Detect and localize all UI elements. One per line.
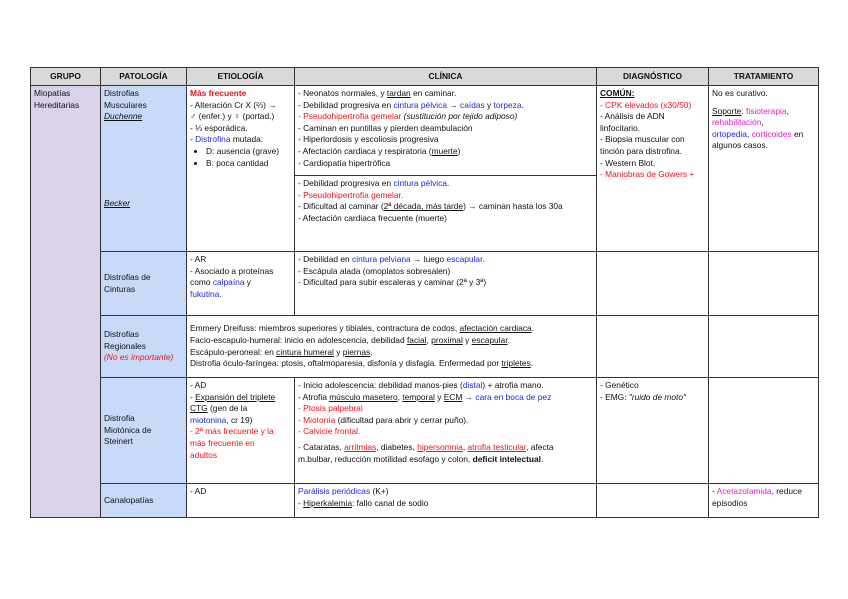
clin-text: deficit intelectual: [472, 453, 541, 464]
header-diagnostico: DIAGNÓSTICO: [597, 68, 709, 86]
pat-canalopatias: [101, 484, 187, 518]
diag-distrofias: [597, 86, 709, 252]
clin-text: →: [446, 99, 461, 110]
clin-text: músculo masetero: [329, 391, 398, 402]
clin-text: y: [484, 99, 494, 110]
diag-comun: COMÚN:: [600, 88, 635, 98]
trat-text: -: [712, 486, 717, 496]
etio-text: adultos: [190, 449, 218, 460]
clin-text: - Ptosis palpebral: [298, 403, 363, 414]
diag-text: - Biopsia muscular con: [600, 134, 685, 145]
etio-text: y: [244, 277, 251, 288]
clin-text: .: [521, 99, 524, 110]
trat-text: episodios: [712, 497, 748, 508]
diag-canalopatias: [597, 484, 709, 518]
trat-distrofias: [709, 86, 819, 252]
clin-text: - Dificultad para subir escaleras y caminar (2ª y 3ª): [298, 277, 487, 288]
clin-text: y: [434, 391, 444, 402]
grupo-line-1: Miopatías: [34, 88, 71, 98]
etio-text: -: [190, 134, 196, 145]
list-item: • D: ausencia (grave): [206, 146, 291, 158]
etio-text: - AD: [190, 380, 207, 390]
reg-text: .: [531, 323, 534, 334]
etio-text: - Alteración Cr X (⅔) →: [190, 99, 277, 110]
reg-text: .: [507, 334, 510, 345]
clin-text: : fallo canal de sodio: [352, 497, 429, 508]
regionales-content: [187, 316, 597, 378]
clin-text: (K+): [370, 486, 389, 496]
trat-regionales: [709, 316, 819, 378]
clin-text: (sustitución por tejido adiposo): [401, 111, 518, 122]
reg-text: Distrofia óculo-faríngea: ptosis, oftalmoparesia, disfonía y disfagia. Enfermedad por: [190, 358, 502, 369]
clin-text: ,: [462, 441, 468, 452]
etio-text: calpaína: [212, 277, 245, 288]
etio-text: Más frecuente: [190, 88, 247, 98]
reg-text: Emmery Dreifuss: miembros superiores y tibiales, contractura de codos,: [190, 323, 460, 334]
header-patologia: PATOLOGÍA: [101, 68, 187, 86]
clin-text: ,: [397, 391, 403, 402]
trat-text: :: [741, 105, 746, 116]
etio-bullets: [190, 146, 291, 169]
pat-text: Regionales: [104, 340, 146, 351]
clin-text: - Cataratas,: [298, 441, 345, 452]
etio-text: CTG: [190, 403, 208, 414]
reg-text: piernas: [342, 346, 371, 357]
pat-text: Cinturas: [104, 283, 136, 294]
etio-text: - 2ª más frecuente y la: [190, 426, 274, 437]
clin-text: (dificultad para abrir y cerrar puño).: [335, 414, 469, 425]
etio-text: más frecuente en: [190, 437, 255, 448]
diag-text: tinción para distrofina.: [600, 145, 682, 156]
diag-text: - CPK elevados (x30/50): [600, 99, 692, 110]
clin-text: - Cardiopatía hipertrófica: [298, 157, 391, 168]
pat-distrofias-regionales: [101, 316, 187, 378]
etio-text: Expansión del triplete: [195, 391, 276, 402]
pat-text: Distrofias: [104, 329, 139, 340]
reg-text: Facio-escapulo-humeral: inicio en adolescencia, debilidad: [190, 334, 407, 345]
reg-text: afectación cardiaca: [459, 323, 532, 334]
clin-text: temporal: [402, 391, 435, 402]
clin-text: torpeza: [493, 99, 522, 110]
etio-text: , cr 19): [226, 414, 253, 425]
clin-duchenne: [295, 86, 597, 252]
etio-duchenne: [187, 86, 295, 252]
trat-cinturas: [709, 252, 819, 316]
clin-canalopatias: [295, 484, 597, 518]
etio-text: ♂ (enfer.) y ♀ (portad.): [190, 111, 275, 122]
pat-text: Miotónica de: [104, 424, 152, 435]
clin-text: muerte: [431, 145, 458, 156]
miopatias-table: [30, 67, 819, 518]
trat-text: corticoides: [751, 128, 792, 139]
diag-text: - Análisis de ADN: [600, 111, 665, 122]
clin-text: - Afectación cardiaca y respiratoria (: [298, 145, 432, 156]
clin-text: - Escápula alada (omoplatos sobresalen): [298, 265, 451, 276]
etio-text: - ⅓ esporádica.: [190, 122, 248, 133]
clin-text: cintura pelviana: [352, 254, 411, 264]
clin-text: -: [298, 497, 304, 508]
diag-regionales: [597, 316, 709, 378]
diag-cinturas: [597, 252, 709, 316]
clin-text: atrofia testicular: [467, 441, 527, 452]
reg-text: .: [370, 346, 373, 357]
clin-text: tardan: [386, 88, 411, 98]
pat-text: Musculares: [104, 99, 147, 110]
clin-text: - Atrofia: [298, 391, 330, 402]
clin-becker: [295, 175, 596, 224]
trat-canalopatias: [709, 484, 819, 518]
pat-text: Canalopatías: [104, 494, 154, 505]
clin-text: - Inicio adolescencia: debilidad manos-pies (: [298, 380, 463, 390]
trat-text: , reduce: [771, 486, 802, 496]
reg-text: tripletes: [501, 358, 531, 369]
clin-text: en caminar.: [410, 88, 457, 98]
grupo-cell: [31, 86, 101, 518]
trat-text: en: [791, 128, 804, 139]
trat-steinert: [709, 378, 819, 484]
trat-text: algunos casos.: [712, 140, 768, 151]
clin-text: - Caminan en puntillas y pierden deambulación: [298, 122, 473, 133]
pat-distrofias-cinturas: [101, 252, 187, 316]
row-distrofias-regionales: [31, 316, 819, 378]
pat-note: (No es importante): [104, 352, 174, 363]
clin-text: .: [446, 178, 450, 189]
trat-text: No es curativo.: [712, 88, 768, 98]
pat-text: Steinert: [104, 436, 133, 447]
reg-text: Escápulo-peroneal: en: [190, 346, 277, 357]
clin-text: Parálisis periódicas: [298, 486, 371, 496]
clin-text: - Miotonía: [298, 414, 336, 425]
reg-text: proximal: [431, 334, 463, 345]
clin-text: - Debilidad progresiva en: [298, 178, 394, 189]
clin-text: .: [541, 453, 544, 464]
pat-text: Distrofias: [104, 88, 139, 98]
trat-text: ortopedia: [712, 128, 747, 139]
clin-text: ): [457, 145, 461, 156]
header-etiologia: ETIOLOGÍA: [187, 68, 295, 86]
trat-text: ,: [786, 105, 789, 116]
reg-text: .: [530, 358, 534, 369]
trat-text: Acetazolamida: [716, 486, 772, 496]
clin-text: - Dificultad al caminar (: [298, 201, 384, 212]
clin-text: - Pseudohipertrofia gemelar: [298, 111, 402, 122]
clin-text: , afecta: [526, 441, 554, 452]
diag-text: - EMG:: [600, 391, 629, 402]
clin-text: caídas: [460, 99, 485, 110]
clin-text: Hiperkalemia: [303, 497, 352, 508]
diag-text: - Genético: [600, 380, 639, 390]
clin-text: escapular: [446, 254, 483, 264]
pat-duchenne: Duchenne: [104, 111, 143, 122]
etio-canalopatias: [187, 484, 295, 518]
list-item: • B: poca cantidad: [206, 158, 291, 170]
clin-text: distal: [462, 380, 483, 390]
pat-becker: Becker: [104, 197, 131, 208]
reg-text: escapular: [471, 334, 508, 345]
etio-text: .: [219, 288, 222, 299]
clin-text: hipersomnia: [417, 441, 463, 452]
clin-text: ECM: [443, 391, 463, 402]
pat-text: Distrofia: [104, 413, 135, 424]
grupo-line-2: Hereditarias: [34, 99, 80, 110]
pat-distrofias-musculares: [101, 86, 187, 252]
etio-text: - AR: [190, 254, 207, 264]
etio-cinturas: [187, 252, 295, 316]
reg-text: y: [462, 334, 472, 345]
etio-text: como: [190, 277, 213, 288]
clin-cinturas: [295, 252, 597, 316]
etio-text: (gen de la: [207, 403, 248, 414]
trat-text: Soporte: [712, 105, 742, 116]
etio-text: mutada:: [230, 134, 264, 145]
etio-text: -: [190, 391, 196, 402]
diag-text: "ruido de moto": [628, 391, 687, 402]
clin-text: 2ª década, más tarde: [383, 201, 464, 212]
diag-text: - Maniobras de Gowers +: [600, 169, 695, 180]
etio-distrofina: Distrofina: [195, 134, 231, 145]
header-clinica: CLÍNICA: [295, 68, 597, 86]
row-distrofias-cinturas: [31, 252, 819, 316]
diag-steinert: [597, 378, 709, 484]
clin-text: , diabetes,: [376, 441, 418, 452]
clin-text: m.bulbar, reducción motilidad esofago y colon,: [298, 453, 473, 464]
clin-text: cintura pélvica: [393, 99, 447, 110]
reg-text: y: [333, 346, 343, 357]
clin-text: cara en boca de pez: [475, 391, 552, 402]
reg-text: cintura humeral: [276, 346, 334, 357]
clin-text: →: [462, 391, 476, 402]
etio-text: - Asociado a proteínas: [190, 265, 274, 276]
clin-text: - Afectación cardiaca frecuente (muerte): [298, 212, 447, 223]
clin-text: .: [482, 254, 485, 264]
etio-text: miotonina: [190, 414, 227, 425]
row-distrofias-musculares: [31, 86, 819, 252]
clin-text: arritmias: [344, 441, 377, 452]
trat-text: rehabilitación: [712, 117, 762, 128]
clin-text: ) → caminan hasta los 30a: [463, 201, 563, 212]
clin-text: → luego: [410, 254, 447, 264]
clin-steinert: [295, 378, 597, 484]
trat-text: fisioterapia: [746, 105, 787, 116]
clin-text: cintura pélvica: [393, 178, 447, 189]
etio-text: fukutina: [190, 288, 220, 299]
pat-text: Distrofias de: [104, 271, 151, 282]
clin-text: - Debilidad en: [298, 254, 353, 264]
clin-text: - Pseudohipertrofia gemelar.: [298, 189, 404, 200]
clin-text: ) + atrofia mano.: [482, 380, 544, 390]
header-row: [31, 68, 819, 86]
header-tratamiento: TRATAMIENTO: [709, 68, 819, 86]
trat-text: ,: [746, 128, 752, 139]
etio-text: - AD: [190, 486, 207, 496]
reg-text: ,: [426, 334, 432, 345]
clin-text: - Calvicie frontal.: [298, 426, 361, 437]
trat-text: ,: [761, 117, 764, 128]
header-grupo: GRUPO: [31, 68, 101, 86]
clin-text: - Neonatos normales, y: [298, 88, 387, 98]
diag-text: - Western Blot.: [600, 157, 656, 168]
reg-text: facial: [406, 334, 427, 345]
clin-text: - Debilidad progresiva en: [298, 99, 394, 110]
diag-text: linfocitario.: [600, 122, 641, 133]
row-steinert: [31, 378, 819, 484]
row-canalopatias: [31, 484, 819, 518]
pat-steinert: [101, 378, 187, 484]
etio-steinert: [187, 378, 295, 484]
clin-text: - Hiperlordosis y escoliosis progresiva: [298, 134, 439, 145]
